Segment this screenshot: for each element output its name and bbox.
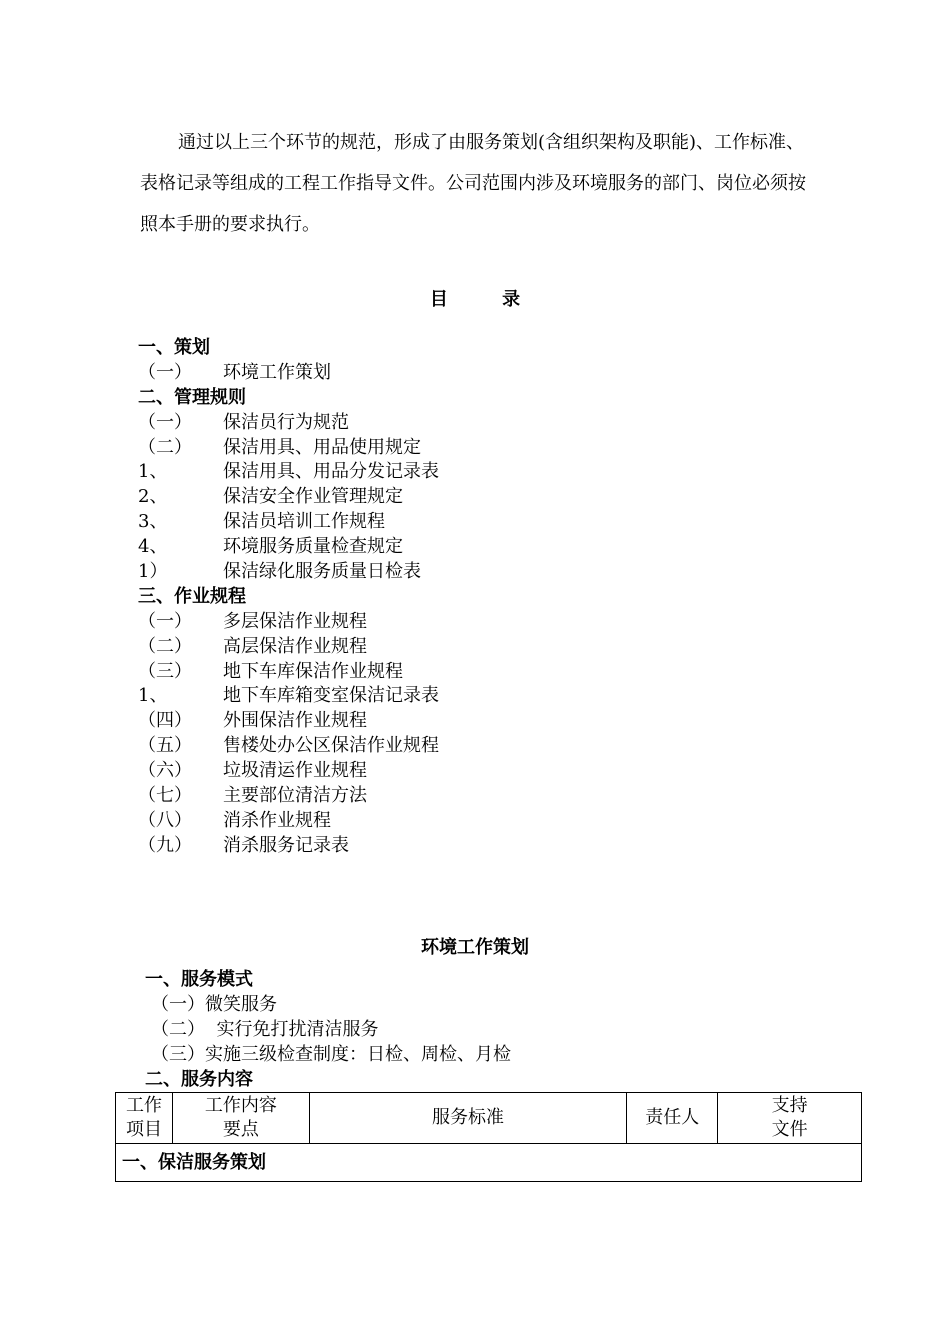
toc-number: 4、: [138, 536, 168, 558]
plan-item: （一）微笑服务: [151, 993, 277, 1015]
col-service-standard: 服务标准: [309, 1093, 627, 1144]
toc-label: 外围保洁作业规程: [223, 710, 367, 732]
plan-section: [145, 968, 845, 1092]
toc-item: [138, 460, 738, 485]
toc-label: 消杀服务记录表: [223, 834, 349, 856]
toc-number: （一）: [138, 411, 192, 433]
toc-number: （三）: [138, 660, 192, 682]
table-header-row: [116, 1093, 862, 1144]
toc-item: [138, 411, 738, 436]
toc-label: 环境工作策划: [223, 361, 331, 383]
toc-number: 1）: [138, 561, 168, 583]
toc-item: [138, 436, 738, 461]
toc-label: 保洁用具、用品使用规定: [223, 436, 421, 458]
toc-item: [138, 784, 738, 809]
toc-item: [138, 510, 738, 535]
toc-number: （八）: [138, 809, 192, 831]
toc-label: 多层保洁作业规程: [223, 610, 367, 632]
toc-item: [138, 361, 738, 386]
toc-number: 三、作业规程: [138, 585, 246, 607]
toc-item: [138, 485, 738, 510]
toc-item: [138, 660, 738, 685]
toc-label: 环境服务质量检查规定: [223, 536, 403, 558]
toc-number: 2、: [138, 486, 168, 508]
toc-heading: [138, 336, 738, 361]
toc-number: （五）: [138, 735, 192, 757]
toc-label: 地下车库保洁作业规程: [223, 660, 403, 682]
toc-number: （一）: [138, 361, 192, 383]
toc-item: [138, 610, 738, 635]
toc-number: 二、管理规则: [138, 386, 246, 408]
toc-number: 3、: [138, 511, 168, 533]
table-row: [116, 1144, 862, 1182]
toc-label: 垃圾清运作业规程: [223, 760, 367, 782]
toc-heading: [138, 585, 738, 610]
toc-label: 保洁员行为规范: [223, 411, 349, 433]
toc-title-left: 目: [429, 289, 448, 310]
toc-item: [138, 684, 738, 709]
toc-label: 主要部位清洁方法: [223, 785, 367, 807]
plan-item: （二） 实行免打扰清洁服务: [151, 1018, 379, 1040]
plan-item: （三）实施三级检查制度：日检、周检、月检: [151, 1043, 511, 1065]
toc-label: 地下车库箱变室保洁记录表: [223, 685, 439, 707]
toc-label: 保洁员培训工作规程: [223, 511, 385, 533]
toc-title-right: 录: [502, 289, 521, 310]
toc-item: [138, 560, 738, 585]
toc-number: （七）: [138, 785, 192, 807]
toc-title: [0, 285, 950, 311]
col-work-content: 工作内容 要点: [172, 1093, 309, 1144]
table-of-contents: [138, 336, 738, 859]
col-work-item: 工作 项目: [116, 1093, 173, 1144]
toc-number: 1、: [138, 461, 168, 483]
toc-item: [138, 709, 738, 734]
toc-label: 高层保洁作业规程: [223, 635, 367, 657]
toc-item: [138, 535, 738, 560]
toc-number: 一、策划: [138, 337, 210, 358]
toc-item: [138, 834, 738, 859]
toc-label: 保洁安全作业管理规定: [223, 486, 403, 508]
col-responsible: 责任人: [627, 1093, 718, 1144]
toc-number: 1、: [138, 685, 168, 707]
toc-number: （二）: [138, 635, 192, 657]
intro-paragraph: 通过以上三个环节的规范，形成了由服务策划(含组织架构及职能)、工作标准、表格记录等组成的工程工作指导文件。公司范围内涉及环境服务的部门、岗位必须按照本手册的要求执行。: [140, 132, 806, 235]
toc-label: 保洁用具、用品分发记录表: [223, 461, 439, 483]
plan-heading-service-content: 二、服务内容: [145, 1068, 253, 1090]
toc-item: [138, 635, 738, 660]
toc-item: [138, 759, 738, 784]
toc-item: [138, 734, 738, 759]
service-table: [115, 1092, 862, 1182]
toc-number: （一）: [138, 610, 192, 632]
plan-heading-service-mode: 一、服务模式: [145, 969, 253, 990]
toc-number: （二）: [138, 436, 192, 458]
plan-title: 环境工作策划: [421, 937, 529, 958]
toc-number: （九）: [138, 834, 192, 856]
toc-item: [138, 809, 738, 834]
toc-label: 保洁绿化服务质量日检表: [223, 561, 421, 583]
col-support-docs: 支持 文件: [718, 1093, 862, 1144]
toc-number: （四）: [138, 710, 192, 732]
toc-label: 消杀作业规程: [223, 809, 331, 831]
toc-number: （六）: [138, 760, 192, 782]
toc-heading: [138, 386, 738, 411]
table-section-row: 一、保洁服务策划: [116, 1144, 862, 1182]
toc-label: 售楼处办公区保洁作业规程: [223, 735, 439, 757]
